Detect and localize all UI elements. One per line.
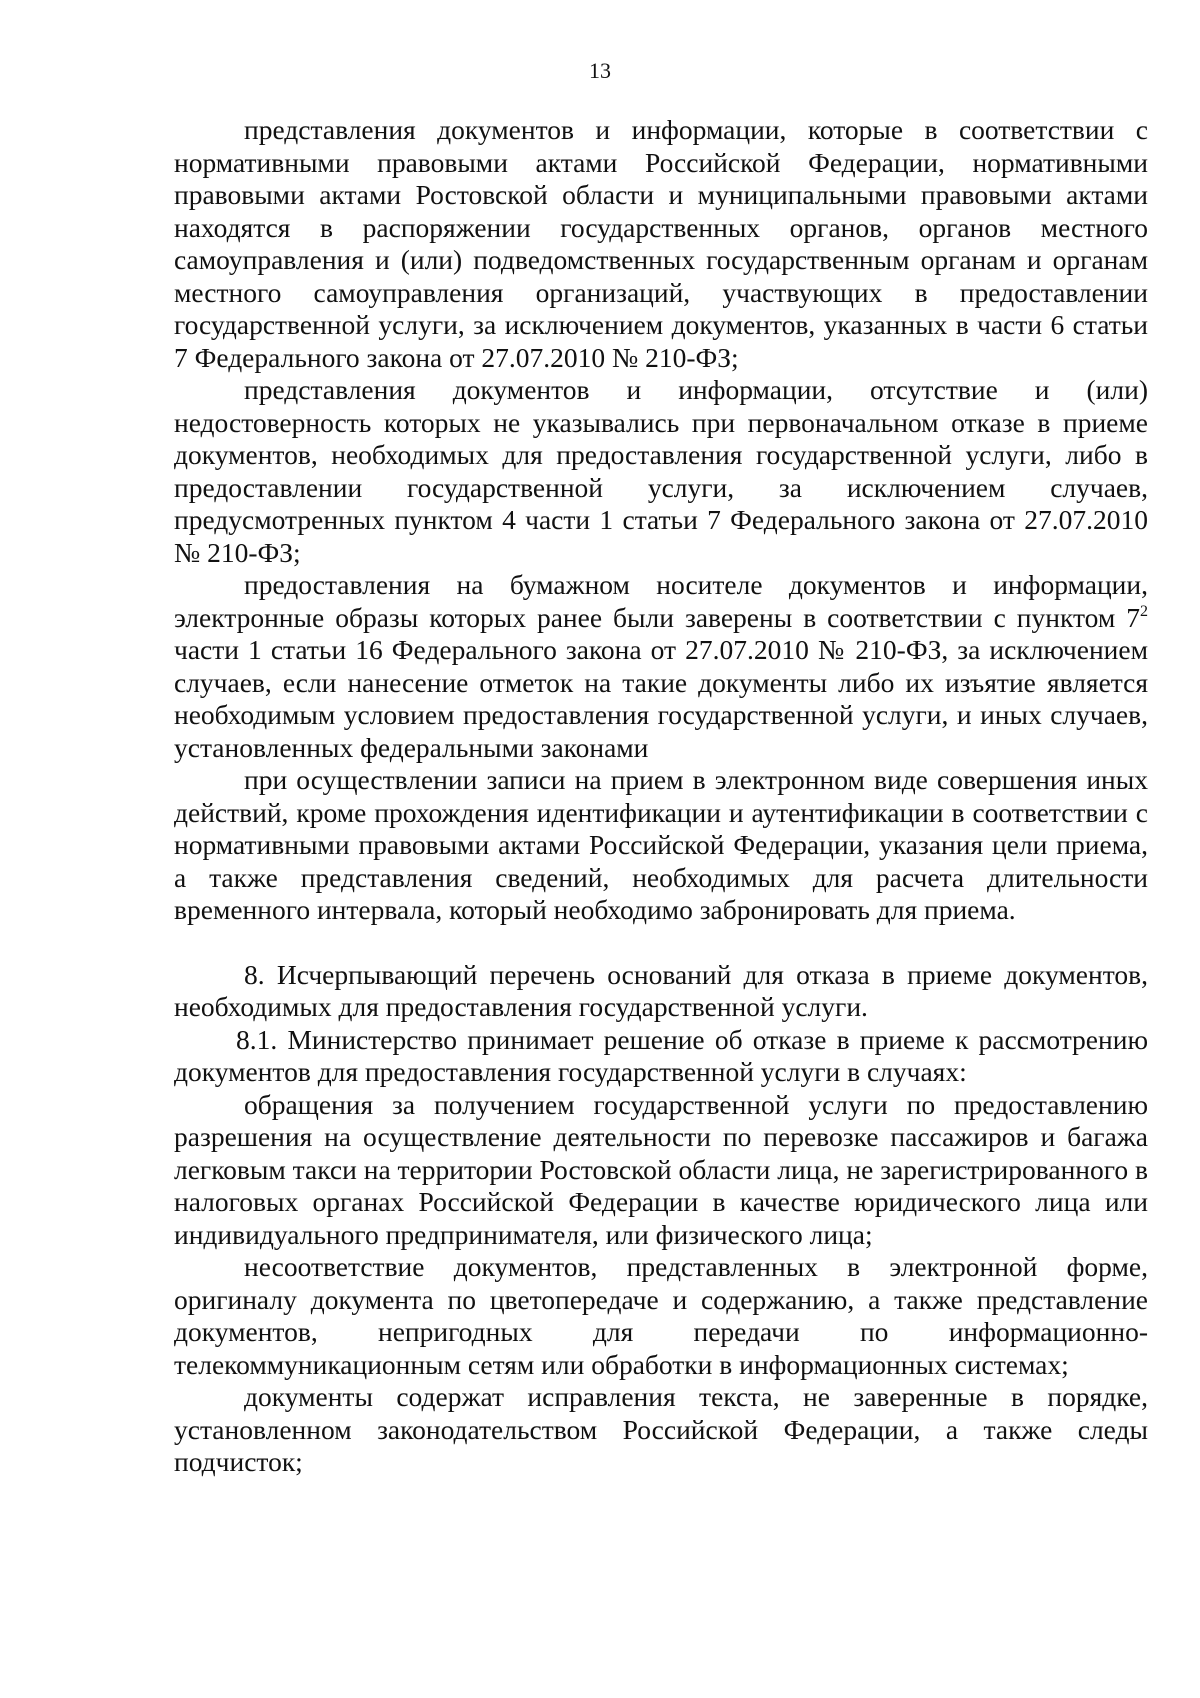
paragraph-paper-documents-text-after: части 1 статьи 16 Федерального закона от 27.07.2010 № 210-ФЗ, за исключением случаев, если нанесение отметок на такие документы либо их изъятие является необходимым условием предоставления государственной услуги, и иных случаев, установленных федеральными законами: [174, 634, 1148, 763]
paragraph-electronic-form-mismatch: несоответствие документов, представленных в электронной форме, оригиналу документа по цветопередаче и содержанию, а также представление документов, непригодных для передачи по информационно-телекоммуникационным сетям или обработки в информационных системах;: [174, 1251, 1148, 1380]
clause-8-1: 8.1. Министерство принимает решение об отказе в приеме к рассмотрению документов для предоставления государственной услуги в случаях:: [174, 1023, 1148, 1087]
paragraph-uncertified-corrections: документы содержат исправления текста, не заверенные в порядке, установленном законодательством Российской Федерации, а также следы подчисток;: [174, 1381, 1148, 1477]
section-heading-8: 8. Исчерпывающий перечень оснований для отказа в приеме документов, необходимых для предоставления государственной услуги.: [174, 958, 1148, 1022]
paragraph-paper-documents: [174, 569, 1148, 764]
superscript-number: 2: [1140, 602, 1148, 620]
document-body: [174, 114, 1148, 1479]
paragraph-unreliable-documents: представления документов и информации, отсутствие и (или) недостоверность которых не указывались при первоначальном отказе в приеме документов, необходимых для предоставления государственной услуги, либо в предоставлении государственной услуги, за исключением случаев, предусмотренных пунктом 4 части 1 статьи 7 Федерального закона от 27.07.2010 № 210-ФЗ;: [174, 374, 1148, 568]
section-spacer: [174, 927, 1148, 959]
page-number: 13: [589, 58, 611, 83]
paragraph-documents-in-possession: представления документов и информации, которые в соответствии с нормативными правовыми актами Российской Федерации, нормативными правовыми актами Ростовской области и муниципальными правовыми актами находятся в распоряжении государственных органов, органов местного самоуправления и (или) подведомственных государственным органам и органам местного самоуправления организаций, участвующих в предоставлении государственной услуги, за исключением документов, указанных в части 6 статьи 7 Федерального закона от 27.07.2010 № 210-ФЗ;: [174, 114, 1148, 373]
paragraph-electronic-appointment: при осуществлении записи на прием в электронном виде совершения иных действий, кроме прохождения идентификации и аутентификации в соответствии с нормативными правовыми актами Российской Федерации, указания цели приема, а также представления сведений, необходимых для расчета длительности временного интервала, который необходимо забронировать для приема.: [174, 764, 1148, 925]
paragraph-unregistered-person: обращения за получением государственной услуги по предоставлению разрешения на осуществление деятельности по перевозке пассажиров и багажа легковым такси на территории Ростовской области лица, не зарегистрированного в налоговых органах Российской Федерации в качестве юридического лица или индивидуального предпринимателя, или физического лица;: [174, 1088, 1148, 1250]
paragraph-paper-documents-text-before: предоставления на бумажном носителе документов и информации, электронные образы которых ранее были заверены в соответствии с пунктом 7: [174, 569, 1148, 633]
